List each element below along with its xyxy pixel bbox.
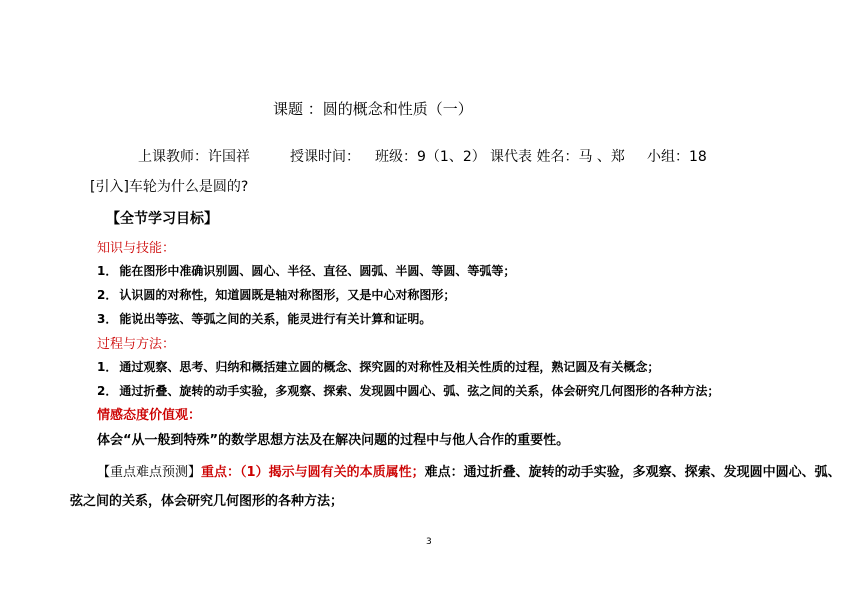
teacher-label: 上课教师：许国祥 (138, 149, 250, 165)
key-points-bracket: 【重点难点预测】 (97, 465, 202, 480)
key-points-continuation: 弦之间的关系，体会研究几何图形的各种方法； (70, 494, 344, 509)
knowledge-item-3 (97, 310, 431, 327)
goals-heading: 【全节学习目标】 (106, 211, 218, 227)
item-text: 通过折叠、旋转的动手实验，多观察、探索、发现圆中圆心、弧、弦之间的关系，体会研究几何图形的各种方法； (119, 384, 720, 398)
item-text: 认识圆的对称性，知道圆既是轴对称图形，又是中心对称图形； (119, 288, 456, 302)
item-number: 3． (97, 312, 118, 326)
time-label: 授课时间： (290, 149, 360, 165)
item-text: 通过观察、思考、归纳和概括建立圆的概念、探究圆的对称性及相关性质的过程，熟记圆及有关概念； (119, 360, 660, 374)
difficulty-text: 通过折叠、旋转的动手实验，多观察、探索、发现圆中圆心、弧、 (463, 465, 841, 480)
knowledge-item-1 (97, 262, 515, 279)
item-number: 2． (97, 288, 118, 302)
emotion-label: 情感态度价值观： (97, 408, 202, 423)
rep-label: 课代表 姓名：马 、郑 (490, 149, 625, 165)
process-item-2 (97, 382, 719, 399)
item-number: 1． (97, 264, 118, 278)
focus-label: 重点： (201, 465, 241, 480)
key-points-line (97, 461, 841, 480)
intro-question: [引入]车轮为什么是圆的? (90, 179, 249, 195)
item-number: 1． (97, 360, 118, 374)
page-number: 3 (426, 537, 432, 547)
item-text: 能说出等弦、等弧之间的关系，能灵进行有关计算和证明。 (119, 312, 432, 326)
knowledge-item-2 (97, 286, 455, 303)
process-item-1 (97, 358, 659, 375)
class-label: 班级：9（1、2） (375, 149, 486, 165)
emotion-text: 体会“从一般到特殊”的数学思想方法及在解决问题的过程中与他人合作的重要性。 (97, 433, 570, 448)
difficulty-label: 难点： (424, 465, 464, 480)
knowledge-label: 知识与技能： (97, 241, 176, 256)
item-text: 能在图形中准确识别圆、圆心、半径、直径、圆弧、半圆、等圆、等弧等； (119, 264, 516, 278)
item-number: 2． (97, 384, 118, 398)
process-label: 过程与方法： (97, 337, 176, 352)
group-label: 小组：18 (647, 149, 707, 165)
lesson-title: 课题 ：圆的概念和性质（一） (273, 100, 473, 118)
focus-text: （1）揭示与圆有关的本质属性； (240, 465, 425, 480)
